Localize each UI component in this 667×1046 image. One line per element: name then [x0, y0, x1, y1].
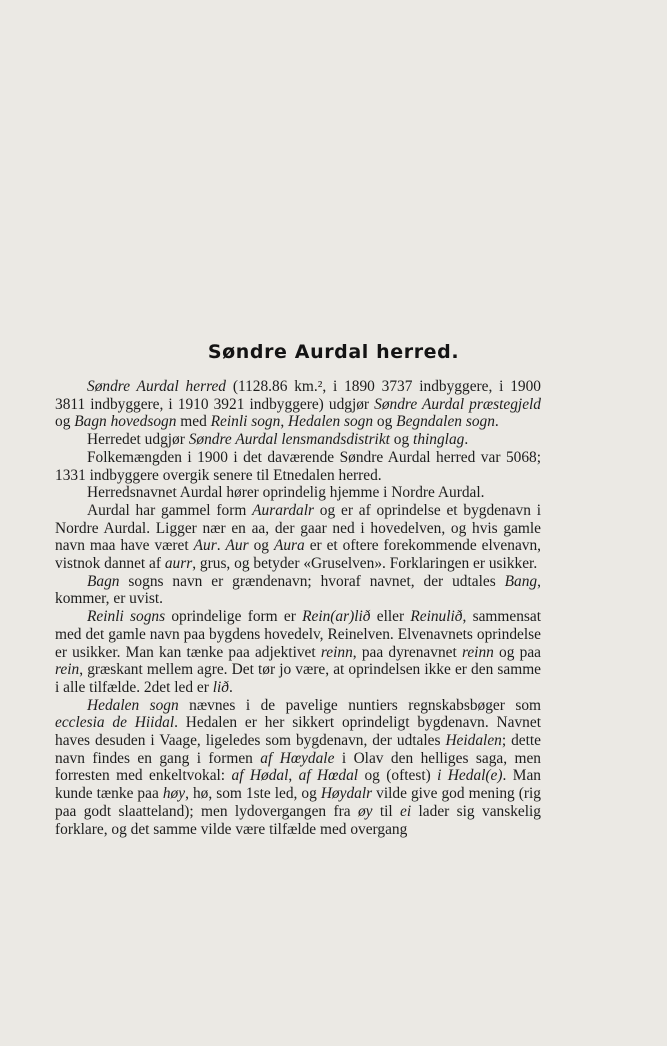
- text-run: , græskant mellem agre. Det tør jo være, at oprindelsen ikke er den samme i alle tilfælde. 2det led er: [55, 661, 541, 696]
- paragraph-6: [55, 573, 541, 608]
- text-run: eller: [370, 608, 411, 626]
- text-run: er et oftere forekommende elvenavn, vistnok dannet af: [55, 537, 542, 573]
- text-run: sogns navn er grændenavn; hvoraf navnet, der udtales: [119, 572, 505, 590]
- text-run: reinn: [461, 643, 494, 661]
- text-run: nævnes i de pavelige nuntiers regnskabsbøger som: [178, 696, 542, 714]
- text-run: vilde give god mening (rig paa godt slaatteland); men lydovergangen fra: [55, 785, 542, 820]
- text-run: Heidalen: [445, 732, 502, 750]
- text-run: af Hødal: [231, 767, 289, 785]
- text-run: og paa: [493, 643, 541, 661]
- text-run: Aur: [225, 537, 249, 555]
- text-run: .: [216, 537, 226, 555]
- text-run: aurr: [164, 555, 193, 573]
- paragraph-3: [55, 449, 541, 484]
- text-run: Aurardalr: [252, 501, 314, 519]
- text-run: Herredsnavnet Aurdal hører oprindelig hjemme i Nordre Aurdal.: [87, 484, 485, 502]
- text-run: Begndalen sogn: [396, 413, 495, 431]
- paragraph-5: [55, 502, 541, 573]
- text-run: Søndre Aurdal lensmandsdistrikt: [188, 431, 390, 449]
- text-run: ei: [400, 802, 412, 820]
- text-run: og (oftest): [358, 767, 438, 785]
- text-run: Aurdal har gammel form: [87, 501, 253, 519]
- text-run: Hedalen sogn: [288, 413, 374, 431]
- body-text: [55, 378, 541, 838]
- text-run: lader sig vanskelig forklare, og det samme vilde være tilfælde med overgang: [55, 802, 541, 838]
- text-run: og: [373, 413, 397, 431]
- text-run: Bagn: [87, 572, 120, 590]
- text-run: og: [248, 537, 274, 555]
- text-run: , sammensat med det gamle navn paa bygdens hovedelv, Reinelven. Elvenavnets oprindelse er usikker. Man kan tænke paa adjektivet: [55, 608, 541, 661]
- text-run: Aura: [273, 537, 305, 555]
- text-run: ecclesia de Hiidal: [55, 714, 175, 732]
- text-run: Reinulið: [410, 608, 463, 626]
- text-run: thinglag: [413, 431, 465, 449]
- text-run: Aur: [193, 537, 217, 555]
- text-run: Hedalen sogn: [87, 696, 179, 714]
- text-run: øy: [357, 802, 373, 820]
- text-run: (1128.86 km.², i 1890 3737 indbyggere, i 1900 3811 indbyggere, i 1910 3921 indbyggere) udgjør: [55, 378, 541, 413]
- text-run: oprindelige form er: [165, 608, 303, 626]
- paragraph-2: [55, 431, 541, 449]
- text-run: .: [464, 431, 469, 449]
- text-run: og: [389, 431, 414, 449]
- text-run: af Hœydale: [260, 749, 335, 767]
- page-title: Søndre Aurdal herred.: [207, 341, 460, 363]
- text-run: Høydalr: [320, 785, 373, 803]
- text-run: Reinli sogn: [210, 413, 281, 431]
- paragraph-8: [55, 697, 541, 839]
- text-run: , grus, og betyder «Gruselven». Forklaringen er usikker.: [192, 555, 538, 573]
- text-run: lið: [212, 678, 229, 696]
- text-run: .: [228, 678, 233, 696]
- text-run: Herredet udgjør: [87, 431, 189, 449]
- text-run: ,: [288, 767, 299, 785]
- paragraph-1: [55, 378, 541, 431]
- text-run: Reinli sogns: [87, 608, 166, 626]
- text-run: .: [494, 413, 499, 431]
- text-run: rein: [55, 661, 80, 679]
- text-run: , paa dyrenavnet: [352, 643, 462, 661]
- paragraph-7: [55, 608, 541, 697]
- text-run: og: [55, 413, 75, 431]
- text-run: af Hœdal: [298, 767, 359, 785]
- text-run: i Olav den helliges saga, men forresten med enkeltvokal:: [55, 749, 541, 785]
- text-run: Bagn hovedsogn: [74, 413, 177, 431]
- text-run: Folkemængden i 1900 i det daværende Søndre Aurdal herred var 5068; 1331 indbyggere overgik senere til Etnedalen herred.: [55, 448, 541, 484]
- text-run: , kommer, er uvist.: [55, 572, 541, 608]
- text-run: i Hedal(e): [437, 767, 503, 785]
- text-run: med: [176, 413, 211, 431]
- text-run: . Hedalen er her sikkert oprindeligt bygdenavn. Navnet haves desuden i Vaage, ligeledes som bygdenavn, der udtales: [55, 714, 541, 750]
- text-run: og er af oprindelse et bygdenavn i Nordre Aurdal. Ligger nær en aa, der gaar ned i hovedelven, og hvis gamle navn maa have været: [55, 501, 542, 555]
- text-run: Søndre Aurdal herred: [87, 378, 227, 395]
- text-run: Bang: [504, 572, 538, 590]
- text-run: Rein(ar)lið: [302, 608, 371, 626]
- text-run: . Man kunde tænke paa: [55, 767, 541, 803]
- text-run: reinn: [320, 643, 353, 661]
- text-run: ,: [280, 413, 289, 431]
- text-run: Søndre Aurdal præstegjeld: [374, 395, 542, 413]
- text-run: , hø, som 1ste led, og: [185, 785, 321, 803]
- text-run: ; dette navn findes en gang i formen: [55, 732, 541, 767]
- text-run: til: [372, 802, 401, 820]
- text-run: høy: [162, 785, 186, 803]
- paragraph-4: [55, 484, 541, 502]
